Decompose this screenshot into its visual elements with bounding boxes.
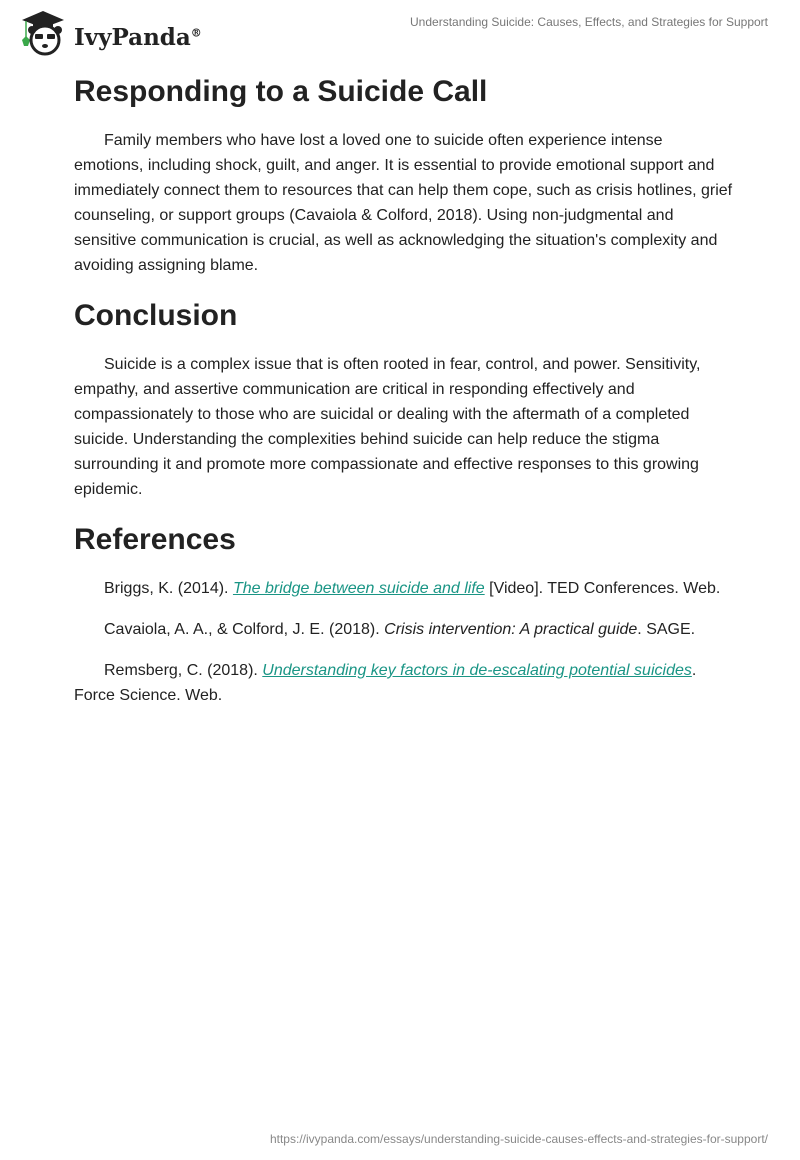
section-conclusion: [74, 294, 734, 502]
section-responding: [74, 70, 734, 278]
reference-authors: Briggs, K. (2014).: [104, 580, 233, 597]
reference-source: . Force Science. Web.: [74, 662, 697, 704]
reference-authors: Remsberg, C. (2018).: [104, 662, 263, 679]
section-paragraph: Suicide is a complex issue that is often rooted in fear, control, and power. Sensitivity, empathy, and assertive communication are critical in responding effectively and compassionately to those who are suicidal or dealing with the aftermath of a completed suicide. Understanding the complexities behind suicide can help reduce the stigma surrounding it and promote more compassionate and effective responses to this growing epidemic.: [74, 356, 701, 498]
footer-url: https://ivypanda.com/essays/understanding-suicide-causes-effects-and-strategies-for-support/: [269, 1132, 768, 1146]
reference-item: [74, 617, 734, 642]
document-title: Understanding Suicide: Causes, Effects, and Strategies for Support: [410, 15, 768, 29]
essay-content: [74, 70, 734, 724]
reference-item: [74, 576, 734, 601]
brand-name: IvyPanda: [74, 23, 191, 51]
reference-source: . SAGE.: [637, 621, 696, 638]
reference-link[interactable]: The bridge between suicide and life: [232, 580, 485, 597]
reference-item: [74, 658, 734, 708]
section-references: [74, 518, 734, 708]
reference-title: Crisis intervention: A practical guide: [384, 621, 638, 638]
reference-source: [Video]. TED Conferences. Web.: [484, 580, 721, 597]
section-heading: References: [74, 523, 236, 556]
ivypanda-logo[interactable]: [18, 8, 202, 56]
section-heading: Conclusion: [74, 299, 238, 332]
registered-mark: ®: [190, 25, 202, 39]
panda-graduate-icon: [18, 8, 68, 56]
reference-authors: Cavaiola, A. A., & Colford, J. E. (2018).: [104, 621, 385, 638]
reference-link[interactable]: Understanding key factors in de-escalating potential suicides: [262, 662, 692, 679]
section-paragraph: Family members who have lost a loved one to suicide often experience intense emotions, including shock, guilt, and anger. It is essential to provide emotional support and immediately connect them to resources that can help them cope, such as crisis hotlines, grief counseling, or support groups (Cavaiola & Colford, 2018). Using non-judgmental and sensitive communication is crucial, as well as acknowledging the situation's complexity and avoiding assigning blame.: [74, 132, 733, 274]
section-heading: Responding to a Suicide Call: [74, 75, 488, 108]
